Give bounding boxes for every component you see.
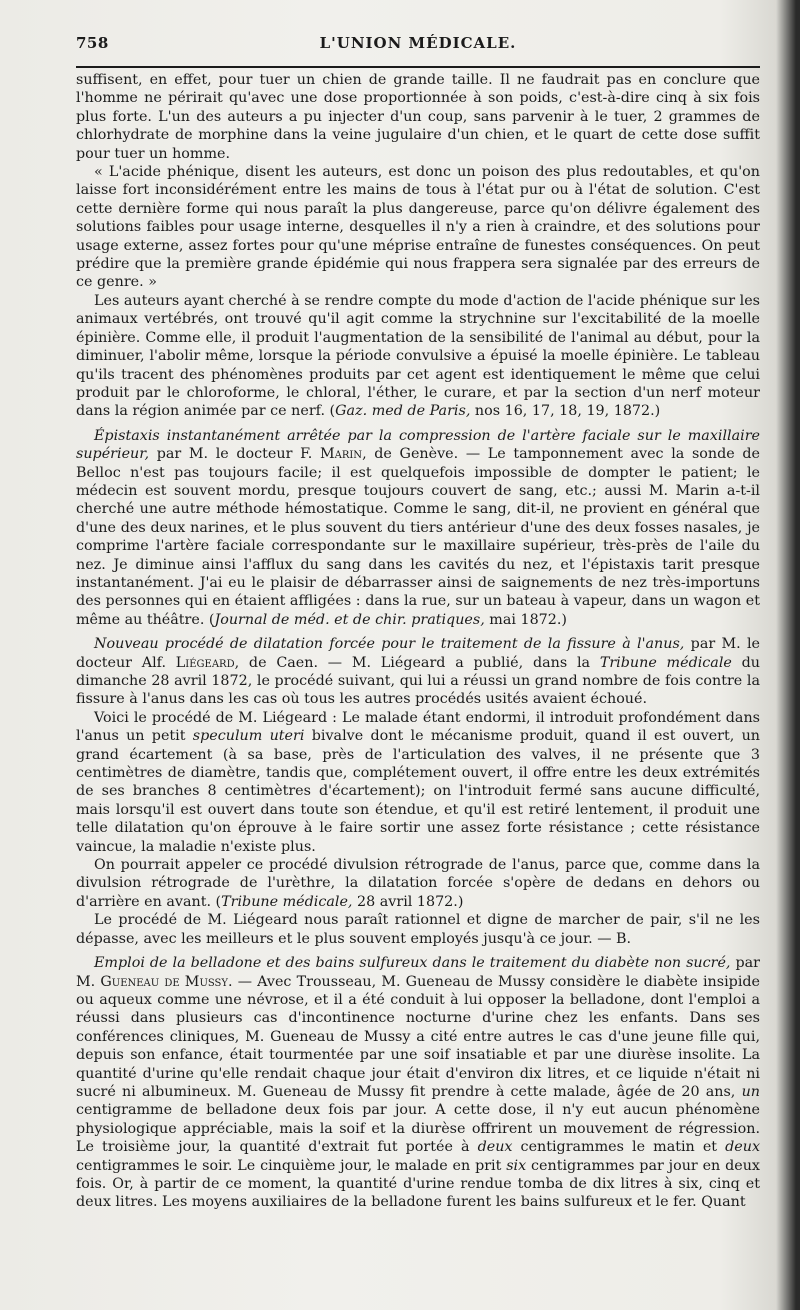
emphasis-deux: deux bbox=[725, 1139, 761, 1156]
author-liegeard: Liégeard bbox=[175, 654, 235, 671]
paragraph-divulsion bbox=[76, 856, 760, 911]
paragraph-text: par M. le docteur Alf. bbox=[76, 636, 760, 671]
section-title-belladone: Emploi de la belladone et des bains sulfureux dans le traitement du diabète non sucré, bbox=[94, 955, 731, 972]
term-speculum: speculum uteri bbox=[192, 728, 305, 745]
paragraph-text: centigramme de belladone deux fois par jour. A cette dose, il n'y eut aucun phénomène physiologique appréciable, mais la soif et la diurèse offrirent un mouvement de régression. Le troisième jour, la quantité d'extrait fut portée à bbox=[76, 1102, 760, 1156]
header-rule bbox=[76, 66, 760, 68]
paragraph-liegeard-procedure bbox=[76, 709, 760, 856]
paragraph-text: nos 16, 17, 18, 19, 1872.) bbox=[470, 403, 661, 420]
section-fissure bbox=[76, 635, 760, 709]
paragraph-text: 28 avril 1872.) bbox=[352, 893, 464, 910]
paragraph-text: du dimanche 28 avril 1872, le procédé suivant, qui lui a réussi un grand nombre de fois contre la fissure à l'anus dans les cas où tous les autres procédés usités avaient échoué. bbox=[76, 654, 761, 708]
citation-journal: Journal de méd. et de chir. pratiques, bbox=[214, 611, 485, 628]
paragraph-text: centigrammes le soir. Le cinquième jour, le malade en prit bbox=[76, 1157, 507, 1174]
paragraph-conclusion: Le procédé de M. Liégeard nous paraît rationnel et digne de marcher de pair, s'il ne les dépasse, avec les meilleurs et le plus souvent employés jusqu'à ce jour. — B. bbox=[76, 912, 760, 947]
citation-gazette: Gaz. med de Paris, bbox=[335, 403, 471, 420]
emphasis-six: six bbox=[506, 1157, 527, 1174]
section-title-fissure: Nouveau procédé de dilatation forcée pour le traitement de la fissure à l'anus, bbox=[94, 636, 685, 653]
paragraph-text: par M. le docteur F. bbox=[149, 446, 320, 463]
paragraph-text: , de Caen. — M. Liégeard a publié, dans la bbox=[234, 654, 600, 671]
paragraph-text: mai 1872.) bbox=[484, 611, 567, 628]
article-body bbox=[76, 71, 760, 1212]
paragraph-text: Les auteurs ayant cherché à se rendre compte du mode d'action de l'acide phénique sur les animaux vertébrés, ont trouvé qu'il agit comme la strychnine sur l'excitabilité de la moelle épinière. Comme elle, il produit l'augmentation de la sensibilité de l'animal au début, pour la diminuer, l'abolir même, lorsque la période convulsive a épuisé la moelle épinière. Le tableau qu'ils tracent des phénomènes produits par cet agent est identiquement le même que celui produit par le chloroforme, le chloral, l'éther, le curare, et par la section d'un nerf moteur dans la région animée par ce nerf. ( bbox=[76, 292, 760, 420]
paragraph-text: centigrammes le matin et bbox=[512, 1139, 726, 1156]
section-title-epistaxis: Épistaxis instantanément arrêtée par la compression de l'artère faciale sur le maxillaire supérieur, bbox=[76, 427, 760, 463]
running-header bbox=[76, 34, 760, 60]
author-gueneau: Gueneau de Mussy bbox=[100, 973, 228, 990]
paragraph-text: Voici le procédé de M. Liégeard : Le malade étant endormi, il introduit profondément dans l'anus un petit bbox=[76, 709, 760, 745]
publication-tribune: Tribune médicale bbox=[599, 654, 732, 671]
paragraph-text: centigrammes par jour en deux fois. Or, à partir de ce moment, la quantité d'urine rendue tomba de dix litres à six, cinq et deux litres. Les moyens auxiliaires de la belladone furent les bains sulfureux et le fer. Quant bbox=[76, 1157, 760, 1211]
paragraph-text: par M. bbox=[76, 955, 760, 990]
paragraph-phenic-acid-action bbox=[76, 292, 760, 421]
paragraph-text: bivalve dont le mécanisme produit, quand il est ouvert, un grand écartement (à sa base, près de l'articulation des valves, il ne présente que 3 centimètres de diamètre, tandis que, complétement ouvert, il offre entre les deux extrémités de ses branches 8 centimètres d'écartement); on l'introduit fermé sans aucune difficulté, mais lorsqu'il est ouvert dans toute son étendue, et qu'il est retiré lentement, il produit une telle dilatation qu'on éprouve à le faire sortir une assez forte résistance ; cette résistance vaincue, la maladie n'existe plus. bbox=[76, 728, 760, 855]
emphasis-deux: deux bbox=[477, 1139, 513, 1156]
section-epistaxis bbox=[76, 427, 760, 629]
paragraph-morphine: suffisent, en effet, pour tuer un chien de grande taille. Il ne faudrait pas en conclure que l'homme ne périrait qu'avec une dose proportionnée à son poids, c'est-à-dire cinq à six fois plus forte. L'un des auteurs a pu injecter d'un coup, sans parvenir à le tuer, 2 grammes de chlorhydrate de morphine dans la veine jugulaire d'un chien, et le quart de cette dose suffit pour tuer un homme. bbox=[76, 72, 760, 162]
paragraph-text: . — Avec Trousseau, M. Gueneau de Mussy considère le diabète insipide ou aqueux comme une névrose, et il a été conduit à lui opposer la belladone, dont l'emploi a réussi dans plusieurs cas d'incontinence nocturne d'urine chez les enfants. Dans ses conférences cliniques, M. Gueneau de Mussy a cité entre autres le cas d'une jeune fille qui, depuis son enfance, était tourmentée par une soif insatiable et par une diurèse insolite. La quantité d'urine qu'elle rendait chaque jour était d'environ dix litres, et ce liquide n'était ni sucré ni albumineux. M. Gueneau de Mussy fit prendre à cette malade, âgée de 20 ans, bbox=[76, 973, 760, 1100]
journal-title: L'UNION MÉDICALE. bbox=[319, 34, 517, 52]
author-marin: Marin bbox=[319, 446, 363, 463]
page-number: 758 bbox=[76, 34, 109, 52]
paragraph-text: On pourrait appeler ce procédé divulsion rétrograde de l'anus, parce que, comme dans la divulsion rétrograde de l'urèthre, la dilatation forcée s'opère de dedans en dehors ou d'arrière en avant. ( bbox=[76, 857, 760, 910]
paragraph-phenic-acid-quote: « L'acide phénique, disent les auteurs, est donc un poison des plus redoutables, et qu'on laisse fort inconsidérément entre les mains de tous à l'état pur ou à l'état de solution. C'est cette dernière forme qui nous paraît la plus dangereuse, parce qu'on délivre également des solutions faibles pour usage interne, desquelles il n'y a rien à craindre, et des solutions pour usage externe, assez fortes pour qu'une méprise entraîne de funestes conséquences. On peut prédire que la première grande épidémie qui nous frappera sera signalée par des erreurs de ce genre. » bbox=[76, 164, 760, 291]
section-belladone bbox=[76, 954, 760, 1212]
emphasis-un: un bbox=[741, 1083, 760, 1100]
citation-tribune: Tribune médicale, bbox=[221, 893, 353, 910]
paragraph-text: , de Genève. — Le tamponnement avec la sonde de Belloc n'est pas toujours facile; il est quelquefois impossible de dompter le patient; le médecin est souvent mordu, presque toujours couvert de sang, etc.; aussi M. Marin a-t-il cherché une autre méthode hémostatique. Comme le sang, dit-il, ne provient en général que d'une des deux narines, et le plus souvent du tiers antérieur d'une des deux fosses nasales, je comprime l'artère faciale correspondante sur le maxillaire supérieur, très-près de l'aile du nez. Je diminue ainsi l'afflux du sang dans les cavités du nez, et l'épistaxis tarit presque instantanément. J'ai eu le plaisir de débarrasser ainsi de saignements de nez très-importuns des personnes qui en étaient affligées : dans la rue, sur un bateau à vapeur, dans un wagon et même au théâtre. ( bbox=[76, 446, 760, 628]
